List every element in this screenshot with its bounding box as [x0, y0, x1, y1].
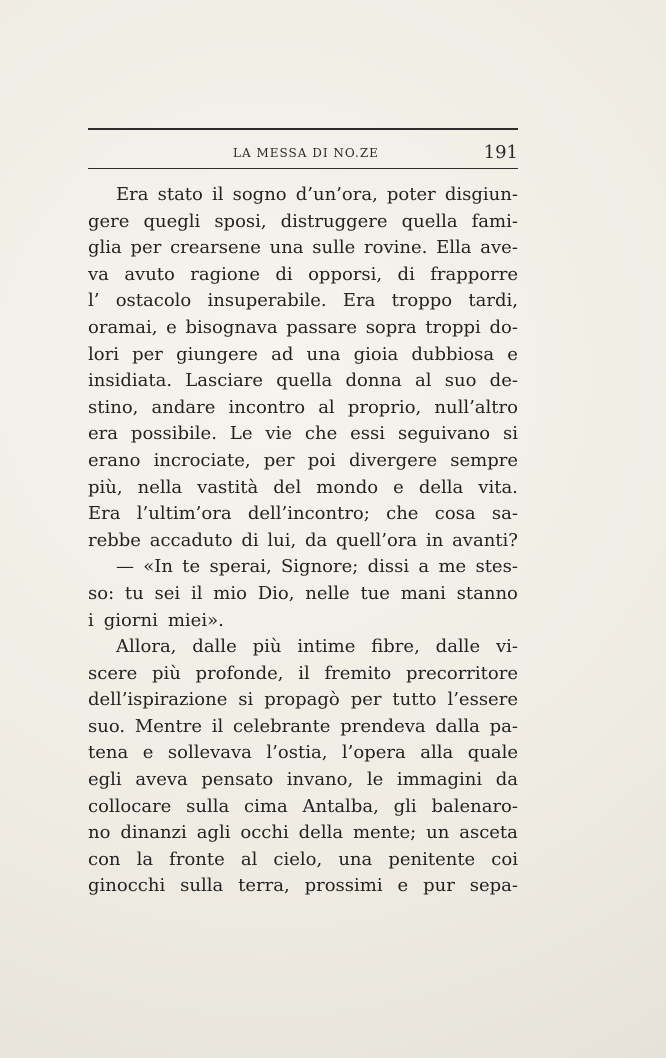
text-line: Allora, dalle più intime fibre, dalle vi-: [116, 636, 518, 658]
text-line: no dinanzi agli occhi della mente; un asceta: [88, 822, 518, 844]
text-line: con la fronte al cielo, una penitente coi: [88, 848, 518, 870]
text-line: Era stato il sogno d’un’ora, poter disgiun-: [116, 184, 518, 205]
text-line: so: tu sei il mio Dio, nelle tue mani stanno: [88, 582, 518, 604]
text-line: l’ ostacolo insuperabile. Era troppo tardi,: [88, 290, 518, 312]
text-line: suo. Mentre il celebrante prendeva dalla pa-: [88, 715, 518, 737]
running-head: [88, 142, 518, 164]
text-line: insidiata. Lasciare quella donna al suo de-: [88, 370, 518, 392]
header-bottom-rule: [88, 168, 518, 169]
header-top-rule: [88, 128, 518, 130]
text-line: i giorni miei».: [88, 609, 224, 631]
text-line: erano incrociate, per poi divergere sempre: [88, 449, 518, 471]
text-line: dell’ispirazione si propagò per tutto l’essere: [88, 689, 518, 711]
text-line: va avuto ragione di opporsi, di frapporre: [88, 263, 518, 285]
text-line: rebbe accaduto di lui, da quell’ora in avanti?: [88, 529, 518, 551]
text-line: lori per giungere ad una gioia dubbiosa e: [88, 343, 518, 365]
text-line: glia per crearsene una sulle rovine. Ella ave-: [88, 237, 518, 259]
text-line: Era l’ultim’ora dell’incontro; che cosa sa-: [88, 503, 518, 525]
text-line: egli aveva pensato invano, le immagini da: [88, 769, 518, 791]
text-line: gere quegli sposi, distruggere quella fami-: [88, 210, 518, 232]
text-line: scere più profonde, il fremito precorritore: [88, 662, 518, 684]
page-number: 191: [483, 142, 518, 163]
text-line: tena e sollevava l’ostia, l’opera alla quale: [88, 742, 518, 764]
text-line: — «In te sperai, Signore; dissi a me stes-: [116, 556, 518, 578]
text-line: ginocchi sulla terra, prossimi e pur sepa-: [88, 875, 518, 897]
text-line: più, nella vastità del mondo e della vita.: [88, 476, 518, 498]
text-line: stino, andare incontro al proprio, null’altro: [88, 396, 518, 418]
running-title: LA MESSA DI NO.ZE: [233, 146, 379, 160]
text-line: collocare sulla cima Antalba, gli balenaro-: [88, 795, 518, 817]
body-text: [88, 182, 518, 900]
text-line: oramai, e bisognava passare sopra troppi do-: [88, 316, 518, 338]
text-line: era possibile. Le vie che essi seguivano si: [88, 423, 518, 445]
